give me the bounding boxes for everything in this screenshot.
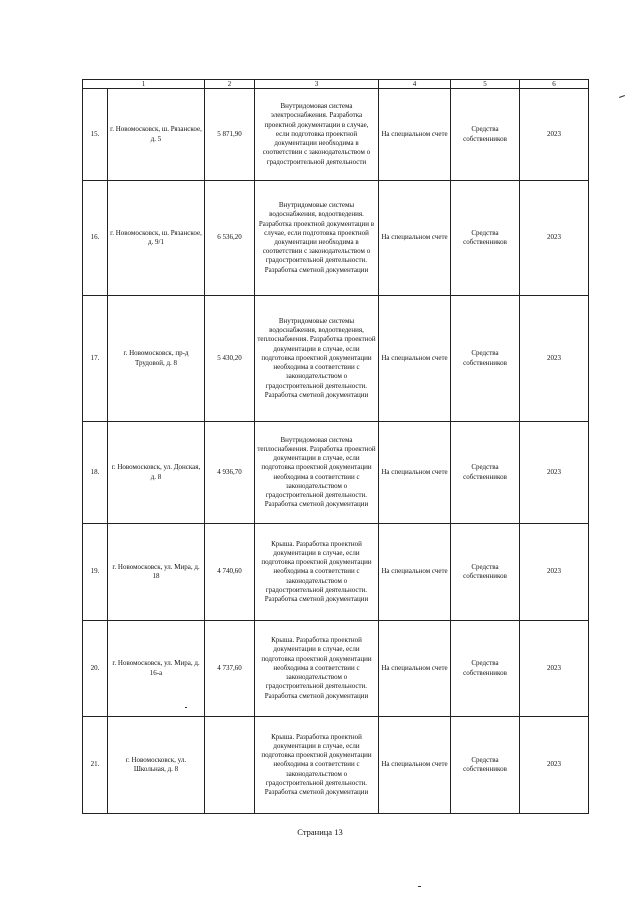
row-account: На специальном счете	[379, 524, 451, 621]
table-row	[83, 181, 589, 296]
row-year: 2023	[520, 181, 589, 296]
row-number: 18.	[83, 422, 108, 524]
row-number: 17.	[83, 296, 108, 422]
row-account: На специальном счете	[379, 181, 451, 296]
row-account: На специальном счете	[379, 89, 451, 181]
row-work-description: Внутридомовые системы водоснабжения, водоотведения, теплоснабжения. Разработка проектной документации в случае, если подготовка проектной документации необходима в соответствии с законодательством о градостроительной деятельности. Разработка сметной документации	[255, 296, 379, 422]
row-area: 4 740,60	[205, 524, 255, 621]
header-col-5: 5	[451, 80, 520, 89]
table-header	[83, 80, 589, 89]
row-funding: Средства собственников	[451, 621, 520, 717]
row-work-description: Внутридомовая система электроснабжения. Разработка проектной документации в случае, если подготовка проектной документации необходима в соответствии с законодательством о градостроительной деятельности	[255, 89, 379, 181]
row-address: г. Новомосковск, ул. Донская, д. 8	[108, 422, 205, 524]
table-row	[83, 524, 589, 621]
row-account: На специальном счете	[379, 422, 451, 524]
works-table	[82, 79, 589, 814]
row-account: На специальном счете	[379, 717, 451, 814]
header-col-1: 1	[83, 80, 205, 89]
header-col-6: 6	[520, 80, 589, 89]
row-account: На специальном счете	[379, 296, 451, 422]
row-work-description: Крыша. Разработка проектной документации в случае, если подготовка проектной документации необходима в соответствии с законодательством о градостроительной деятельности. Разработка сметной документации	[255, 621, 379, 717]
row-work-description: Внутридомовые системы водоснабжения, водоотведения. Разработка проектной документации в случае, если подготовка проектной документации необходима в соответствии с законодательством о градостроительной деятельности. Разработка сметной документации	[255, 181, 379, 296]
table-row	[83, 422, 589, 524]
row-address: г. Новомосковск, ул. Школьная, д. 8	[108, 717, 205, 814]
row-number: 20.	[83, 621, 108, 717]
row-area: 5 430,20	[205, 296, 255, 422]
row-funding: Средства собственников	[451, 717, 520, 814]
row-year: 2023	[520, 296, 589, 422]
row-area: 4 737,60	[205, 621, 255, 717]
row-funding: Средства собственников	[451, 422, 520, 524]
row-funding: Средства собственников	[451, 524, 520, 621]
header-col-4: 4	[379, 80, 451, 89]
row-account: На специальном счете	[379, 621, 451, 717]
row-work-description: Внутридомовая система теплоснабжения. Разработка проектной документации в случае, если подготовка проектной документации необходима в соответствии с законодательством о градостроительной деятельности. Разработка сметной документации	[255, 422, 379, 524]
row-number: 19.	[83, 524, 108, 621]
table-row	[83, 296, 589, 422]
row-address: г. Новомосковск, ул. Мира, д. 18	[108, 524, 205, 621]
row-address: г. Новомосковск, ул. Мира, д. 16-а	[108, 621, 205, 717]
row-funding: Средства собственников	[451, 181, 520, 296]
row-address: г. Новомосковск, пр-д Трудовой, д. 8	[108, 296, 205, 422]
scan-speck	[619, 95, 625, 98]
row-work-description: Крыша. Разработка проектной документации в случае, если подготовка проектной документации необходима в соответствии с законодательством о градостроительной деятельности. Разработка сметной документации	[255, 717, 379, 814]
row-area	[205, 717, 255, 814]
row-address: г. Новомосковск, ш. Рязанское, д. 9/1	[108, 181, 205, 296]
row-area: 6 536,20	[205, 181, 255, 296]
scan-speck	[185, 707, 187, 708]
scan-speck	[418, 886, 421, 887]
row-funding: Средства собственников	[451, 296, 520, 422]
row-work-description: Крыша. Разработка проектной документации в случае, если подготовка проектной документации необходима в соответствии с законодательством о градостроительной деятельности. Разработка сметной документации	[255, 524, 379, 621]
table-row	[83, 89, 589, 181]
row-year: 2023	[520, 717, 589, 814]
header-col-2: 2	[205, 80, 255, 89]
table-row	[83, 621, 589, 717]
row-address: г. Новомосковск, ш. Рязанское, д. 5	[108, 89, 205, 181]
page-number: Страница 13	[297, 827, 343, 837]
table-row	[83, 717, 589, 814]
row-number: 21.	[83, 717, 108, 814]
row-funding: Средства собственников	[451, 89, 520, 181]
row-year: 2023	[520, 422, 589, 524]
row-area: 5 871,90	[205, 89, 255, 181]
row-number: 15.	[83, 89, 108, 181]
header-col-3: 3	[255, 80, 379, 89]
row-area: 4 936,70	[205, 422, 255, 524]
row-year: 2023	[520, 524, 589, 621]
row-year: 2023	[520, 621, 589, 717]
row-number: 16.	[83, 181, 108, 296]
row-year: 2023	[520, 89, 589, 181]
